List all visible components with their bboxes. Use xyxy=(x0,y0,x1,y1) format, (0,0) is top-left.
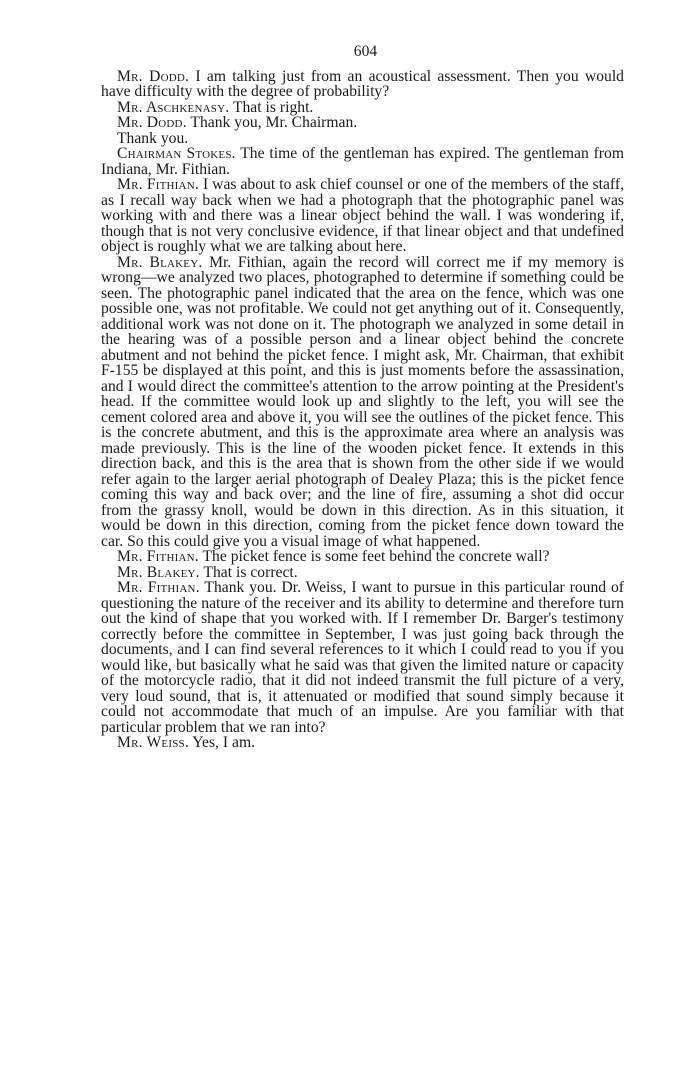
paragraph-text: Yes, I am. xyxy=(188,734,256,751)
page-number: 604 xyxy=(353,43,378,60)
paragraph xyxy=(101,565,624,581)
paragraph xyxy=(101,735,624,751)
paragraph-text: Thank you. Dr. Weiss, I want to pursue in this particular round of questioning the nature of the receiver and its ability to determine and therefore turn out the kind of shape that you worked with. If I remember Dr. Barger's testimony correctly before the committee in September, I was just going back through the documents, and I can find several references to it which I could read to you if you would like, but basically what he said was that given the limited nature or capacity of the motorcycle radio, that it did not indeed transmit the full picture of a very, very loud sound, that is, it attenuated or modified that sound simply because it could not accommodate that much of an impulse. Are you familiar with that particular problem that we ran into? xyxy=(101,579,624,736)
paragraph xyxy=(101,131,624,147)
paragraph-text: Mr. Fithian, again the record will correct me if my memory is wrong—we analyzed two places, photographed to determine if something could be seen. The photographic panel indicated that the area on the fence, which was one possible one, was not profitable. We could not get anything out of it. Consequently, additional work was not done on it. The photograph we analyzed in some detail in the hearing was of a possible person and a linear object behind the concrete abutment and not behind the picket fence. I might ask, Mr. Chairman, that exhibit F-155 be displayed at this point, and this is just moments before the assassination, and I would direct the committee's attention to the arrow pointing at the President's head. If the committee would look up and slightly to the left, you will see the cement colored area and above it, you will see the outlines of the picket fence. This is the concrete abutment, and this is the approximate area where an analysis was made previously. This is the line of the wooden picket fence. It extends in this direction back, and this is the area that is shown from the other side if we would refer again to the larger aerial photograph of Dealey Plaza; this is the picket fence coming this way and back over; and the line of fire, assuming a shot did occur from the grassy knoll, would be down in this direction. As in this situation, it would be down in this direction, coming from the picket fence down toward the car. So this could give you a visual image of what happened. xyxy=(101,253,624,550)
paragraph-text: The picket fence is some feet behind the concrete wall? xyxy=(198,548,550,565)
speaker-name: Mr. Dodd. xyxy=(117,114,187,131)
paragraph xyxy=(101,115,624,131)
paragraph xyxy=(101,549,624,565)
speaker-name: Chairman Stokes. xyxy=(117,145,236,162)
paragraph xyxy=(101,100,624,116)
speaker-name: Mr. Aschkenasy. xyxy=(117,98,230,116)
speaker-name: Mr. Blakey. xyxy=(117,563,200,581)
speaker-name: Mr. Weiss. xyxy=(117,734,189,751)
speaker-name: Mr. Dodd. xyxy=(117,67,190,85)
paragraph-text: I am talking just from an acoustical assessment. Then you would have difficulty with the degree of probability? xyxy=(101,67,624,100)
speaker-name: Mr. Fithian. xyxy=(117,579,200,596)
speaker-name: Mr. Fithian. xyxy=(117,548,199,565)
paragraph xyxy=(101,146,624,177)
paragraph-text: Thank you. xyxy=(117,129,189,147)
speaker-name: Mr. Fithian. xyxy=(117,176,199,193)
speaker-name: Mr. Blakey. xyxy=(117,253,203,271)
paragraph-text: Thank you, Mr. Chairman. xyxy=(186,114,358,131)
paragraph xyxy=(101,69,624,100)
paragraph-text: The time of the gentleman has expired. The gentleman from Indiana, Mr. Fithian. xyxy=(101,145,624,178)
document-page xyxy=(101,44,624,751)
paragraph xyxy=(101,580,624,735)
paragraph-text: That is correct. xyxy=(199,563,298,581)
paragraph xyxy=(101,177,624,255)
paragraph xyxy=(101,255,624,550)
paragraph-text: That is right. xyxy=(229,98,314,116)
paragraph-text: I was about to ask chief counsel or one of the members of the staff, as I recall way back when we had a photograph that the photographic panel was working with and there was a linear object behind the wall. I was wondering if, though that is not very conclusive evidence, if that linear object and that undefined object is roughly what we are talking about here. xyxy=(101,176,624,255)
